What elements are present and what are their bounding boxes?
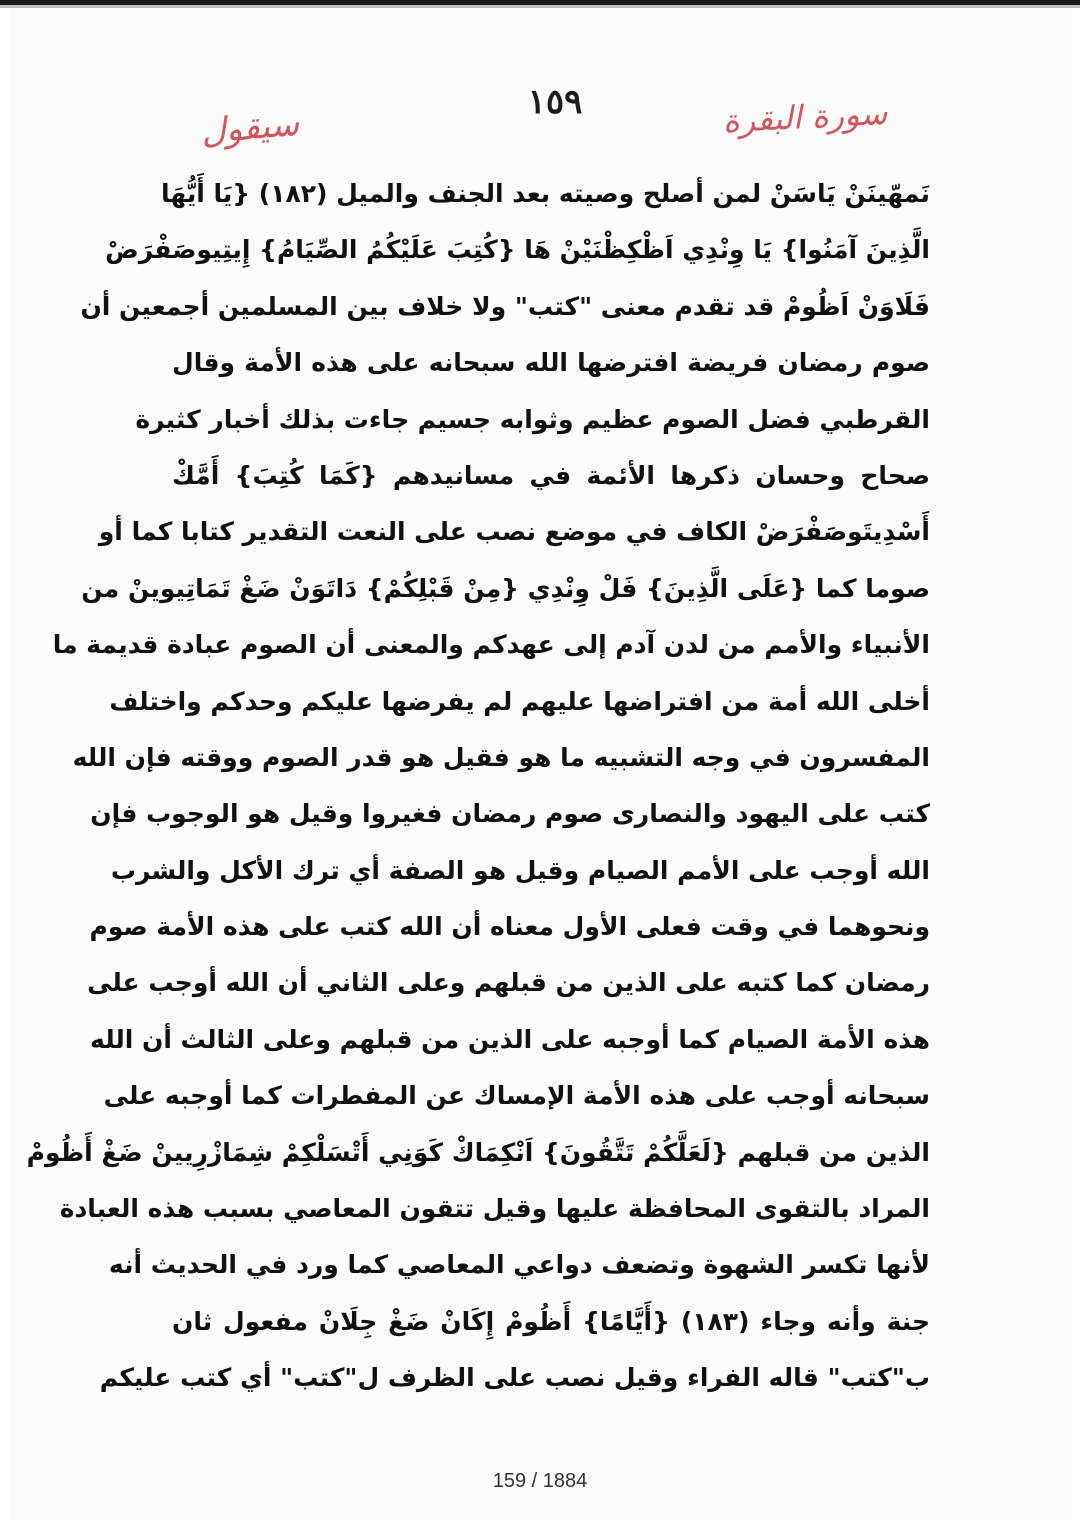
tafsir-body — [26, 166, 930, 1407]
text-line: لأنها تكسر الشهوة وتضعف دواعي المعاصي كما ورد في الحديث أنه — [108, 1250, 930, 1280]
text-line: الله أوجب على الأمم الصيام وقيل هو الصفة أي ترك الأكل والشرب — [110, 855, 930, 885]
text-line: الَّذِينَ آمَنُوا} يَا وِنْدِي اَظْكِظْنَيْنْ هَا {كُتِبَ عَلَيْكُمُ الصِّيَامُ} إِيتِيوصَفْرَضْ — [105, 235, 930, 265]
page-number: ١٥٩ — [527, 82, 583, 122]
text-line: هذه الأمة الصيام كما أوجبه على الذين من قبلهم وعلى الثالث أن الله — [90, 1024, 930, 1054]
juz-name-annotation: سيقول — [199, 103, 301, 153]
text-line: القرطبي فضل الصوم عظيم وثوابه جسيم جاءت بذلك أخبار كثيرة — [135, 404, 930, 434]
text-line: سبحانه أوجب على هذه الأمة الإمساك عن المفطرات كما أوجبه على — [103, 1081, 930, 1111]
text-line: نَمهّينَنْ يَاسَنْ لمن أصلح وصيته بعد الجنف والميل (١٨٢) {يَا أَيُّهَا — [160, 179, 930, 208]
text-line: صوما كما {عَلَى الَّذِينَ} فَلْ وِنْدِي {مِنْ قَبْلِكُمْ} دَاتَوَنْ ضَغْ تَمَاتِيوينْ من — [81, 573, 930, 603]
text-line: أخلى الله أمة من افتراضها عليهم لم يفرضها عليكم وحدكم واختلف — [109, 686, 930, 716]
surah-name-annotation: سورة البقرة — [721, 93, 889, 141]
text-line: الذين من قبلهم {لَعَلَّكُمْ تَتَّقُونَ} اَنْكِمَاكْ كَوَنِي أَتْسَلْكِمْ شِمَازْرِيينْ ضَغْ أَظُومْ — [26, 1137, 930, 1167]
text-line: المفسرون في وجه التشبيه ما هو فقيل هو قدر الصوم ووقته فإن الله — [72, 742, 930, 772]
text-line: كتب على اليهود والنصارى صوم رمضان فغيروا وقيل هو الوجوب فإن — [90, 799, 930, 829]
text-line: فَلَاوَنْ اَظُومْ قد تقدم معنى "كتب" ولا خلاف بين المسلمين أجمعين أن — [80, 291, 930, 321]
text-line: ونحوهما في وقت فعلى الأول معناه أن الله كتب على هذه الأمة صوم — [89, 912, 930, 942]
text-line: ب"كتب" قاله الفراء وقيل نصب على الظرف ل"كتب" أي كتب عليكم — [99, 1363, 930, 1393]
text-line: صحاح وحسان ذكرها الأئمة في مسانيدهم {كَمَا كُتِبَ} أَمَّكْ — [172, 460, 930, 490]
text-line: الأنبياء والأمم من لدن آدم إلى عهدكم والمعنى أن الصوم عبادة قديمة ما — [52, 630, 930, 660]
text-line: المراد بالتقوى المحافظة عليها وقيل تتقون المعاصي بسبب هذه العبادة — [59, 1194, 930, 1224]
page-indicator: 159 / 1884 — [492, 1470, 588, 1492]
text-line: صوم رمضان فريضة افترضها الله سبحانه على هذه الأمة وقال — [172, 348, 930, 378]
text-line: أَسْدِيتَوصَفْرَضْ الكاف في موضع نصب على النعت التقدير كتابا كما أو — [98, 517, 930, 547]
text-line: جنة وأنه وجاء (١٨٣) {أَيَّامًا} أَظُومْ إِكَانْ ضَغْ جِلَانْ مفعول ثان — [172, 1306, 930, 1336]
text-line: رمضان كما كتبه على الذين من قبلهم وعلى الثاني أن الله أوجب على — [87, 968, 930, 998]
page-header — [0, 78, 1080, 158]
